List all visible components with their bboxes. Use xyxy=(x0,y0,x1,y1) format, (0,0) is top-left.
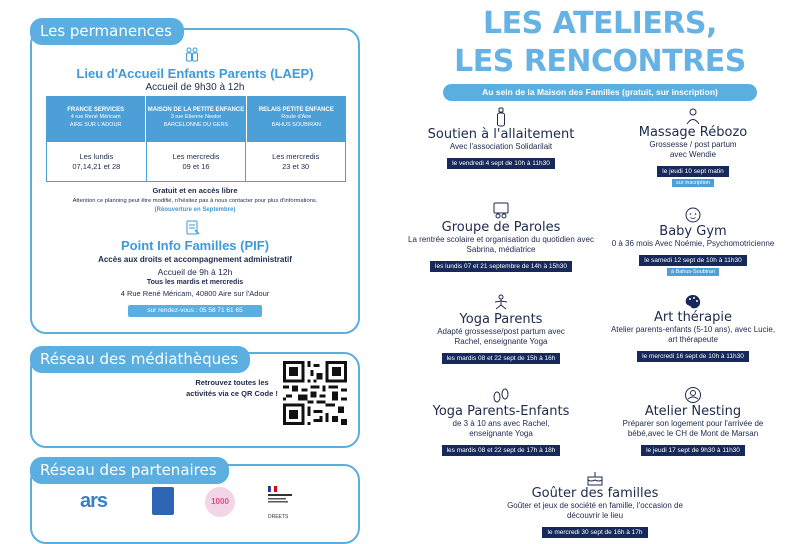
atelier-card xyxy=(406,294,596,365)
atelier-name: Groupe de Paroles xyxy=(441,220,561,235)
laep-title: Lieu d'Accueil Enfants Parents (LAEP) xyxy=(76,66,314,81)
atelier-description: Goûter et jeux de société en famille, l'occasion de découvrir le lieu xyxy=(507,501,683,520)
schedule-cell xyxy=(246,142,345,181)
caf-logo xyxy=(152,487,174,515)
atelier-name: Baby Gym xyxy=(659,224,727,239)
atelier-date: le mercredi 16 sept de 10h à 11h30 xyxy=(637,351,749,362)
document-icon xyxy=(185,220,201,236)
location-address: 4 rue René Méricam xyxy=(70,114,121,121)
atelier-name: Atelier Nesting xyxy=(644,404,742,419)
pif-address: 4 Rue René Méricam, 40800 Aire sur l'Adour xyxy=(120,289,270,298)
atelier-name: Soutien à l'allaitement xyxy=(427,127,575,142)
atelier-description: La rentrée scolaire et organisation du quotidien avec Sabrina, médiatrice xyxy=(408,235,594,254)
permanences-tab: Les permanences xyxy=(30,18,184,45)
laep-schedule-table xyxy=(46,96,346,182)
laep-hours: Accueil de 9h30 à 12h xyxy=(145,82,245,93)
schedule-days: Les mercredis xyxy=(172,152,220,161)
feet-icon xyxy=(491,386,511,404)
mediatheques-tab: Réseau des médiathèques xyxy=(30,346,250,373)
bottle-icon xyxy=(496,107,506,127)
qr-code-text: Retrouvez toutes les activités via ce QR Code ! xyxy=(186,378,278,398)
reopening-note: (Réouverture en Septembre) xyxy=(154,207,236,213)
location-address: Route d'Aire xyxy=(281,114,312,121)
pif-hours: Accueil de 9h à 12h xyxy=(157,267,233,277)
atelier-date: les lundis 07 et 21 septembre de 14h à 15h30 xyxy=(430,261,572,272)
main-subtitle: Au sein de la Maison des Familles (gratuit, sur inscription) xyxy=(443,84,757,101)
baby-icon xyxy=(684,206,702,224)
location-header xyxy=(146,96,246,142)
yoga-icon xyxy=(492,294,510,312)
ars-logo-text: ars xyxy=(80,490,108,512)
atelier-date: le samedi 12 sept de 10h à 11h30 xyxy=(639,255,746,266)
qr-code[interactable] xyxy=(283,361,347,425)
location-address: 3 rue Etienne Nestor xyxy=(170,114,222,121)
dreets-label: DREETS xyxy=(268,514,289,520)
atelier-description: Préparer son logement pour l'arrivée de bébé,avec le CH de Mont de Marsan xyxy=(622,419,764,438)
family-icon xyxy=(185,47,199,63)
main-title-line-1: LES ATELIERS, xyxy=(483,6,717,41)
location-header xyxy=(46,96,146,142)
atelier-date: le jeudi 10 sept matin xyxy=(657,166,728,177)
atelier-card xyxy=(608,386,778,457)
atelier-description: Atelier parents-enfants (5-10 ans), avec Lucie, art thérapeute xyxy=(610,325,776,344)
location-name: RELAIS PETITE ENFANCE xyxy=(258,107,334,113)
atelier-date: les mardis 08 et 22 sept de 15h à 16h xyxy=(442,353,561,364)
atelier-card xyxy=(406,386,596,457)
schedule-days: Les lundis xyxy=(79,152,114,161)
atelier-name: Yoga Parents xyxy=(459,312,543,327)
cake-icon xyxy=(586,470,604,486)
palette-icon xyxy=(684,294,702,310)
atelier-name: Yoga Parents-Enfants xyxy=(432,404,570,419)
prefet-region-logo xyxy=(262,484,302,524)
free-access-text: Gratuit et en accès libre xyxy=(152,186,238,195)
atelier-date: le vendredi 4 sept de 10h à 11h30 xyxy=(447,158,555,169)
pif-subtitle: Accès aux droits et accompagnement administratif xyxy=(98,255,292,264)
schedule-dates: 09 et 16 xyxy=(182,161,210,171)
talk-icon xyxy=(492,202,510,220)
location-city: BAHUS SOUBIRAN xyxy=(271,121,321,128)
location-header xyxy=(247,96,346,142)
location-name: FRANCE SERVICES xyxy=(67,107,125,113)
atelier-extra-note: sur inscription xyxy=(672,179,714,187)
atelier-description: 0 à 36 mois Avec Noémie, Psychomotricienne xyxy=(611,239,775,248)
atelier-name: Goûter des familles xyxy=(531,486,659,501)
atelier-date: le mercredi 30 sept de 16h à 17h xyxy=(542,527,647,538)
atelier-description: Avec l'association Solidarilait xyxy=(449,142,553,151)
rebozo-icon xyxy=(684,107,702,125)
atelier-description: Adapté grossesse/post partum avec Rachel, enseignante Yoga xyxy=(437,327,565,346)
atelier-date: les mardis 08 et 22 sept de 17h à 18h xyxy=(442,445,561,456)
location-city: AIRE SUR L'ADOUR xyxy=(69,121,122,128)
atelier-card xyxy=(406,107,596,170)
schedule-days: Les mercredis xyxy=(272,152,320,161)
atelier-card xyxy=(608,294,778,363)
atelier-extra-note: à Bahus-Soubiran xyxy=(667,268,719,276)
atelier-name: Massage Rébozo xyxy=(638,125,748,140)
pif-contact-phone[interactable]: sur rendez-vous : 05 58 71 61 65 xyxy=(128,305,262,317)
ars-logo xyxy=(80,490,107,513)
1000-jours-logo: 1000 xyxy=(205,487,235,517)
pif-title: Point Info Familles (PIF) xyxy=(120,238,270,253)
atelier-date: le jeudi 17 sept de 9h30 à 11h30 xyxy=(641,445,745,456)
atelier-name: Art thérapie xyxy=(654,310,732,325)
location-city: BARCELONNE DU GERS xyxy=(163,121,229,128)
schedule-cell xyxy=(47,142,147,181)
partenaires-tab: Réseau des partenaires xyxy=(30,457,229,484)
atelier-card xyxy=(608,206,778,276)
main-title-line-2: LES RENCONTRES xyxy=(454,44,746,79)
atelier-card xyxy=(608,107,778,187)
atelier-card xyxy=(406,202,596,273)
planning-note: Attention ce planning peut être modifié, n'hésitez pas à nous contacter pour plus d'informations. xyxy=(72,198,318,204)
atelier-card xyxy=(500,470,690,539)
nest-icon xyxy=(684,386,702,404)
schedule-dates: 23 et 30 xyxy=(282,161,310,171)
atelier-description: de 3 à 10 ans avec Rachel, enseignante Yoga xyxy=(452,419,550,438)
pif-days: Tous les mardis et mercredis xyxy=(146,279,244,286)
schedule-cell xyxy=(147,142,247,181)
schedule-dates: 07,14,21 et 28 xyxy=(72,161,121,171)
atelier-description: Grossesse / post partum avec Wendie xyxy=(649,140,737,159)
location-name: MAISON DE LA PETITE ENFANCE xyxy=(147,107,245,113)
